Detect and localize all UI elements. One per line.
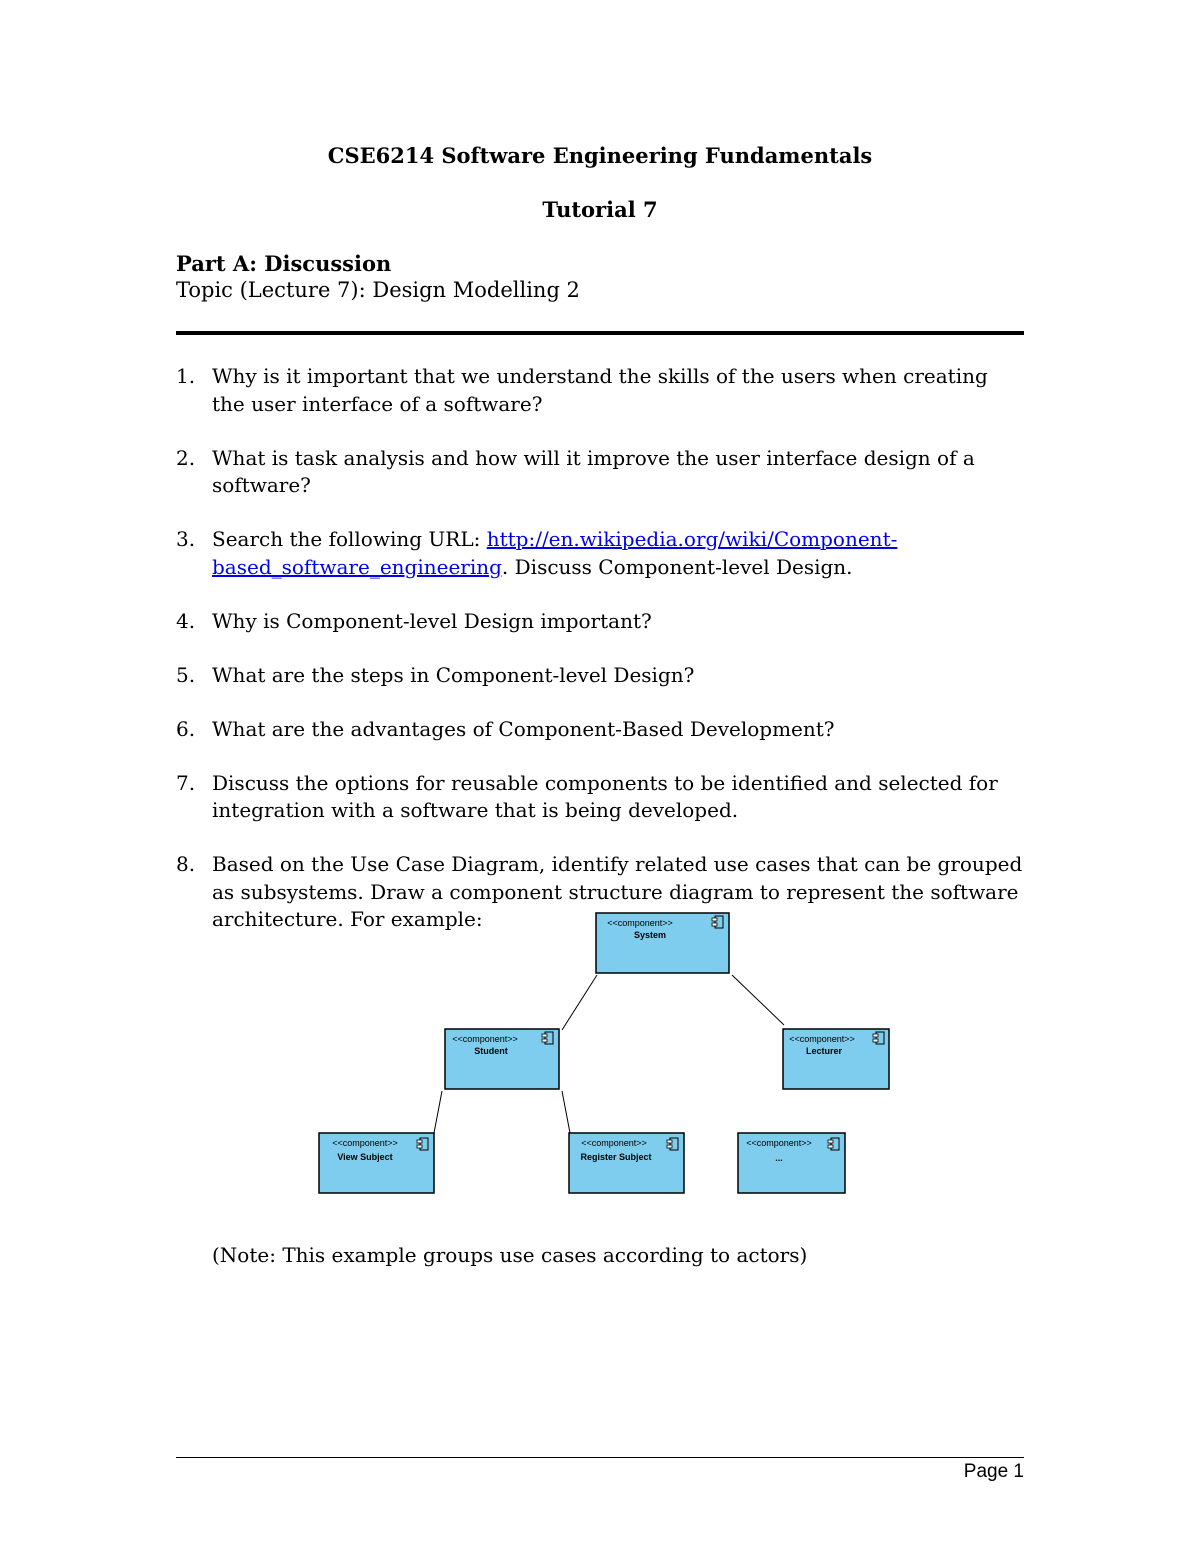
component-stereotype: <<component>> <box>746 1138 812 1148</box>
connector-system-student <box>562 975 597 1030</box>
question-text-suffix: . Discuss Component-level Design. <box>501 554 853 579</box>
question-item <box>176 662 1024 690</box>
section-divider <box>176 331 1024 335</box>
question-text: What are the steps in Component-level Design? <box>212 662 695 687</box>
component-stereotype: <<component>> <box>452 1034 518 1044</box>
question-text: Based on the Use Case Diagram, identify related use cases that can be grouped as subsystems. Draw a component structure diagram to represent the software architecture. For example: <box>212 852 1023 931</box>
page-number: Page 1 <box>963 1461 1024 1482</box>
component-system <box>596 913 729 973</box>
question-number: 5. <box>176 662 196 687</box>
question-number: 7. <box>176 770 196 795</box>
question-item <box>176 716 1024 744</box>
tutorial-subtitle: Tutorial 7 <box>542 197 658 222</box>
question-text: What is task analysis and how will it improve the user interface design of a software? <box>212 445 975 497</box>
question-text <box>212 526 1024 581</box>
question-item <box>176 445 1024 500</box>
connector-system-lecturer <box>732 975 784 1025</box>
question-text-prefix: Search the following URL: <box>212 527 487 551</box>
component-stereotype: <<component>> <box>581 1138 647 1148</box>
connector-student-register-subject <box>562 1091 570 1133</box>
topic-line: Topic (Lecture 7): Design Modelling 2 <box>176 278 580 302</box>
question-list <box>176 363 1024 960</box>
component-name: ... <box>775 1153 783 1163</box>
question-number: 8. <box>176 852 196 876</box>
question-number: 6. <box>176 716 196 741</box>
part-heading: Part A: Discussion <box>176 251 392 276</box>
component-name: Register Subject <box>580 1152 652 1162</box>
document-title: CSE6214 Software Engineering Fundamentals <box>327 143 873 168</box>
question-text: What are the advantages of Component-Based Development? <box>212 716 835 741</box>
question-item <box>176 608 1024 636</box>
component-student <box>445 1029 559 1089</box>
question-item <box>176 363 1024 418</box>
component-register-subject <box>569 1133 684 1193</box>
component-name: View Subject <box>337 1152 393 1162</box>
footer-divider <box>176 1457 1024 1458</box>
question-number: 4. <box>176 608 196 633</box>
component-stereotype: <<component>> <box>332 1138 398 1148</box>
connector-student-view-subject <box>434 1091 442 1133</box>
question-number: 2. <box>176 445 196 470</box>
component-stereotype: <<component>> <box>607 918 673 928</box>
component-structure-diagram <box>300 905 920 1195</box>
question-number: 3. <box>176 527 196 551</box>
question-text: Why is it important that we understand the skills of the users when creating the user interface of a software? <box>212 364 988 416</box>
component-name: Lecturer <box>805 1046 843 1056</box>
diagram-note: (Note: This example groups use cases according to actors) <box>212 1243 808 1267</box>
question-number: 1. <box>176 364 196 388</box>
question-text: Why is Component-level Design important? <box>212 608 652 633</box>
question-item <box>176 770 1024 825</box>
component-stereotype: <<component>> <box>789 1034 855 1044</box>
component-name: System <box>633 930 667 940</box>
question-item <box>176 526 1024 581</box>
component-more <box>738 1133 845 1193</box>
wikipedia-link[interactable]: http://en.wikipedia.org/wiki/Component-based_software_engineering <box>212 527 898 579</box>
question-text: Discuss the options for reusable components to be identified and selected for integration with a software that is being developed. <box>212 770 998 822</box>
component-lecturer <box>783 1029 889 1089</box>
component-view-subject <box>319 1133 434 1193</box>
component-name: Student <box>474 1046 508 1056</box>
